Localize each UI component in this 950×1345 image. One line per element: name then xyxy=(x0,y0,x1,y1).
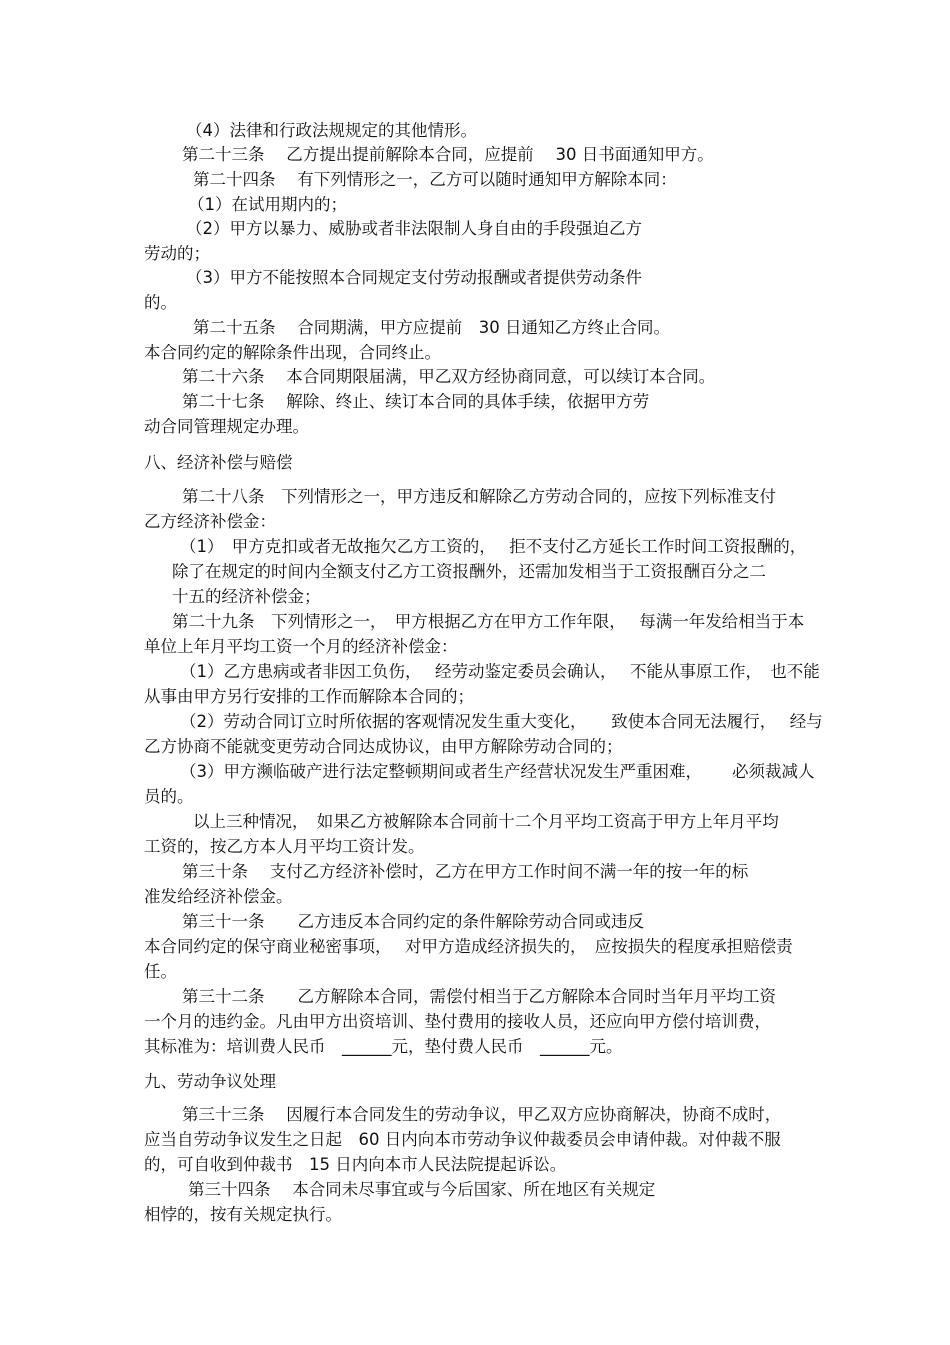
text-line: 十五的经济补偿金； xyxy=(172,587,321,606)
article-27: 第二十七条 解除、终止、续订本合同的具体手续，依据甲方劳 xyxy=(182,392,650,411)
text-line: （1）在试用期内的； xyxy=(188,195,347,214)
text-line: 相悖的，按有关规定执行。 xyxy=(144,1205,342,1224)
text-line: （3）甲方濒临破产进行法定整顿期间或者生产经营状况发生严重困难， 必须裁减人 xyxy=(180,762,815,781)
text-line: 的。 xyxy=(144,293,177,312)
text-line: 劳动的； xyxy=(144,244,210,263)
text-line: 员的。 xyxy=(144,787,194,806)
article-33: 第三十三条 因履行本合同发生的劳动争议，甲乙双方应协商解决，协商不成时， xyxy=(182,1105,782,1124)
text-line: 乙方协商不能就变更劳动合同达成协议，由甲方解除劳动合同的； xyxy=(144,737,623,756)
text-line: 一个月的违约金。凡由甲方出资培训、垫付费用的接收人员，还应向甲方偿付培训费， xyxy=(144,1012,771,1031)
article-31: 第三十一条 乙方违反本合同约定的条件解除劳动合同或违反 xyxy=(182,912,644,931)
article-28: 第二十八条 下列情形之一，甲方违反和解除乙方劳动合同的，应按下列标准支付 xyxy=(182,487,776,506)
text-line: 本合同约定的保守商业秘密事项， 对甲方造成经济损失的， 应按损失的程度承担赔偿责 xyxy=(144,937,793,956)
article-26: 第二十六条 本合同期限届满，甲乙双方经协商同意，可以续订本合同。 xyxy=(182,367,716,386)
text-line: 准发给经济补偿金。 xyxy=(144,887,293,906)
text-line: （1） 甲方克扣或者无故拖欠乙方工资的， 拒不支付乙方延长工作时间工资报酬的， xyxy=(180,537,807,556)
article-34: 第三十四条 本合同未尽事宜或与今后国家、所在地区有关规定 xyxy=(188,1180,656,1199)
text-line: （1）乙方患病或者非因工负伤， 经劳动鉴定委员会确认， 不能从事原工作， 也不能 xyxy=(180,662,820,681)
text-line: 乙方经济补偿金： xyxy=(144,512,276,531)
article-32: 第三十二条 乙方解除本合同，需偿付相当于乙方解除本合同时当年月平均工资 xyxy=(182,987,776,1006)
article-23: 第二十三条 乙方提出提前解除本合同，应提前 30 日书面通知甲方。 xyxy=(182,145,714,164)
text-line: 以上三种情况， 如果乙方被解除本合同前十二个月平均工资高于甲方上年月平均 xyxy=(193,812,779,831)
text-line: 的，可自收到仲裁书 15 日内向本市人民法院提起诉讼。 xyxy=(144,1155,567,1174)
text-line: （2）甲方以暴力、威胁或者非法限制人身自由的手段强迫乙方 xyxy=(186,219,642,238)
text-line: （3）甲方不能按照本合同规定支付劳动报酬或者提供劳动条件 xyxy=(186,268,642,287)
section-heading-9: 九、劳动争议处理 xyxy=(144,1072,276,1091)
article-24: 第二十四条 有下列情形之一，乙方可以随时通知甲方解除本同： xyxy=(193,170,677,189)
text-line: 本合同约定的解除条件出现，合同终止。 xyxy=(144,343,441,362)
text-line: （2）劳动合同订立时所依据的客观情况发生重大变化， 致使本合同无法履行， 经与 xyxy=(180,712,823,731)
text-line: 工资的，按乙方本人月平均工资计发。 xyxy=(144,837,425,856)
article-29: 第二十九条 下列情形之一， 甲方根据乙方在甲方工作年限， 每满一年发给相当于本 xyxy=(172,612,805,631)
text-line: 其标准为：培训费人民币 ______元，垫付费人民币 ______元。 xyxy=(144,1037,623,1056)
text-line: （4）法律和行政法规规定的其他情形。 xyxy=(186,121,477,140)
text-line: 动合同管理规定办理。 xyxy=(144,417,309,436)
text-line: 单位上年月平均工资一个月的经济补偿金： xyxy=(144,637,458,656)
text-line: 除了在规定的时间内全额支付乙方工资报酬外，还需加发相当于工资报酬百分之二 xyxy=(172,562,766,581)
article-30: 第三十条 支付乙方经济补偿时，乙方在甲方工作时间不满一年的按一年的标 xyxy=(182,862,749,881)
article-25: 第二十五条 合同期满，甲方应提前 30 日通知乙方终止合同。 xyxy=(193,318,670,337)
text-line: 从事由甲方另行安排的工作而解除本合同的； xyxy=(144,687,474,706)
section-heading-8: 八、经济补偿与赔偿 xyxy=(144,453,293,472)
text-line: 任。 xyxy=(144,962,177,981)
text-line: 应当自劳动争议发生之日起 60 日内向本市劳动争议仲裁委员会申请仲裁。对仲裁不服 xyxy=(144,1130,781,1149)
